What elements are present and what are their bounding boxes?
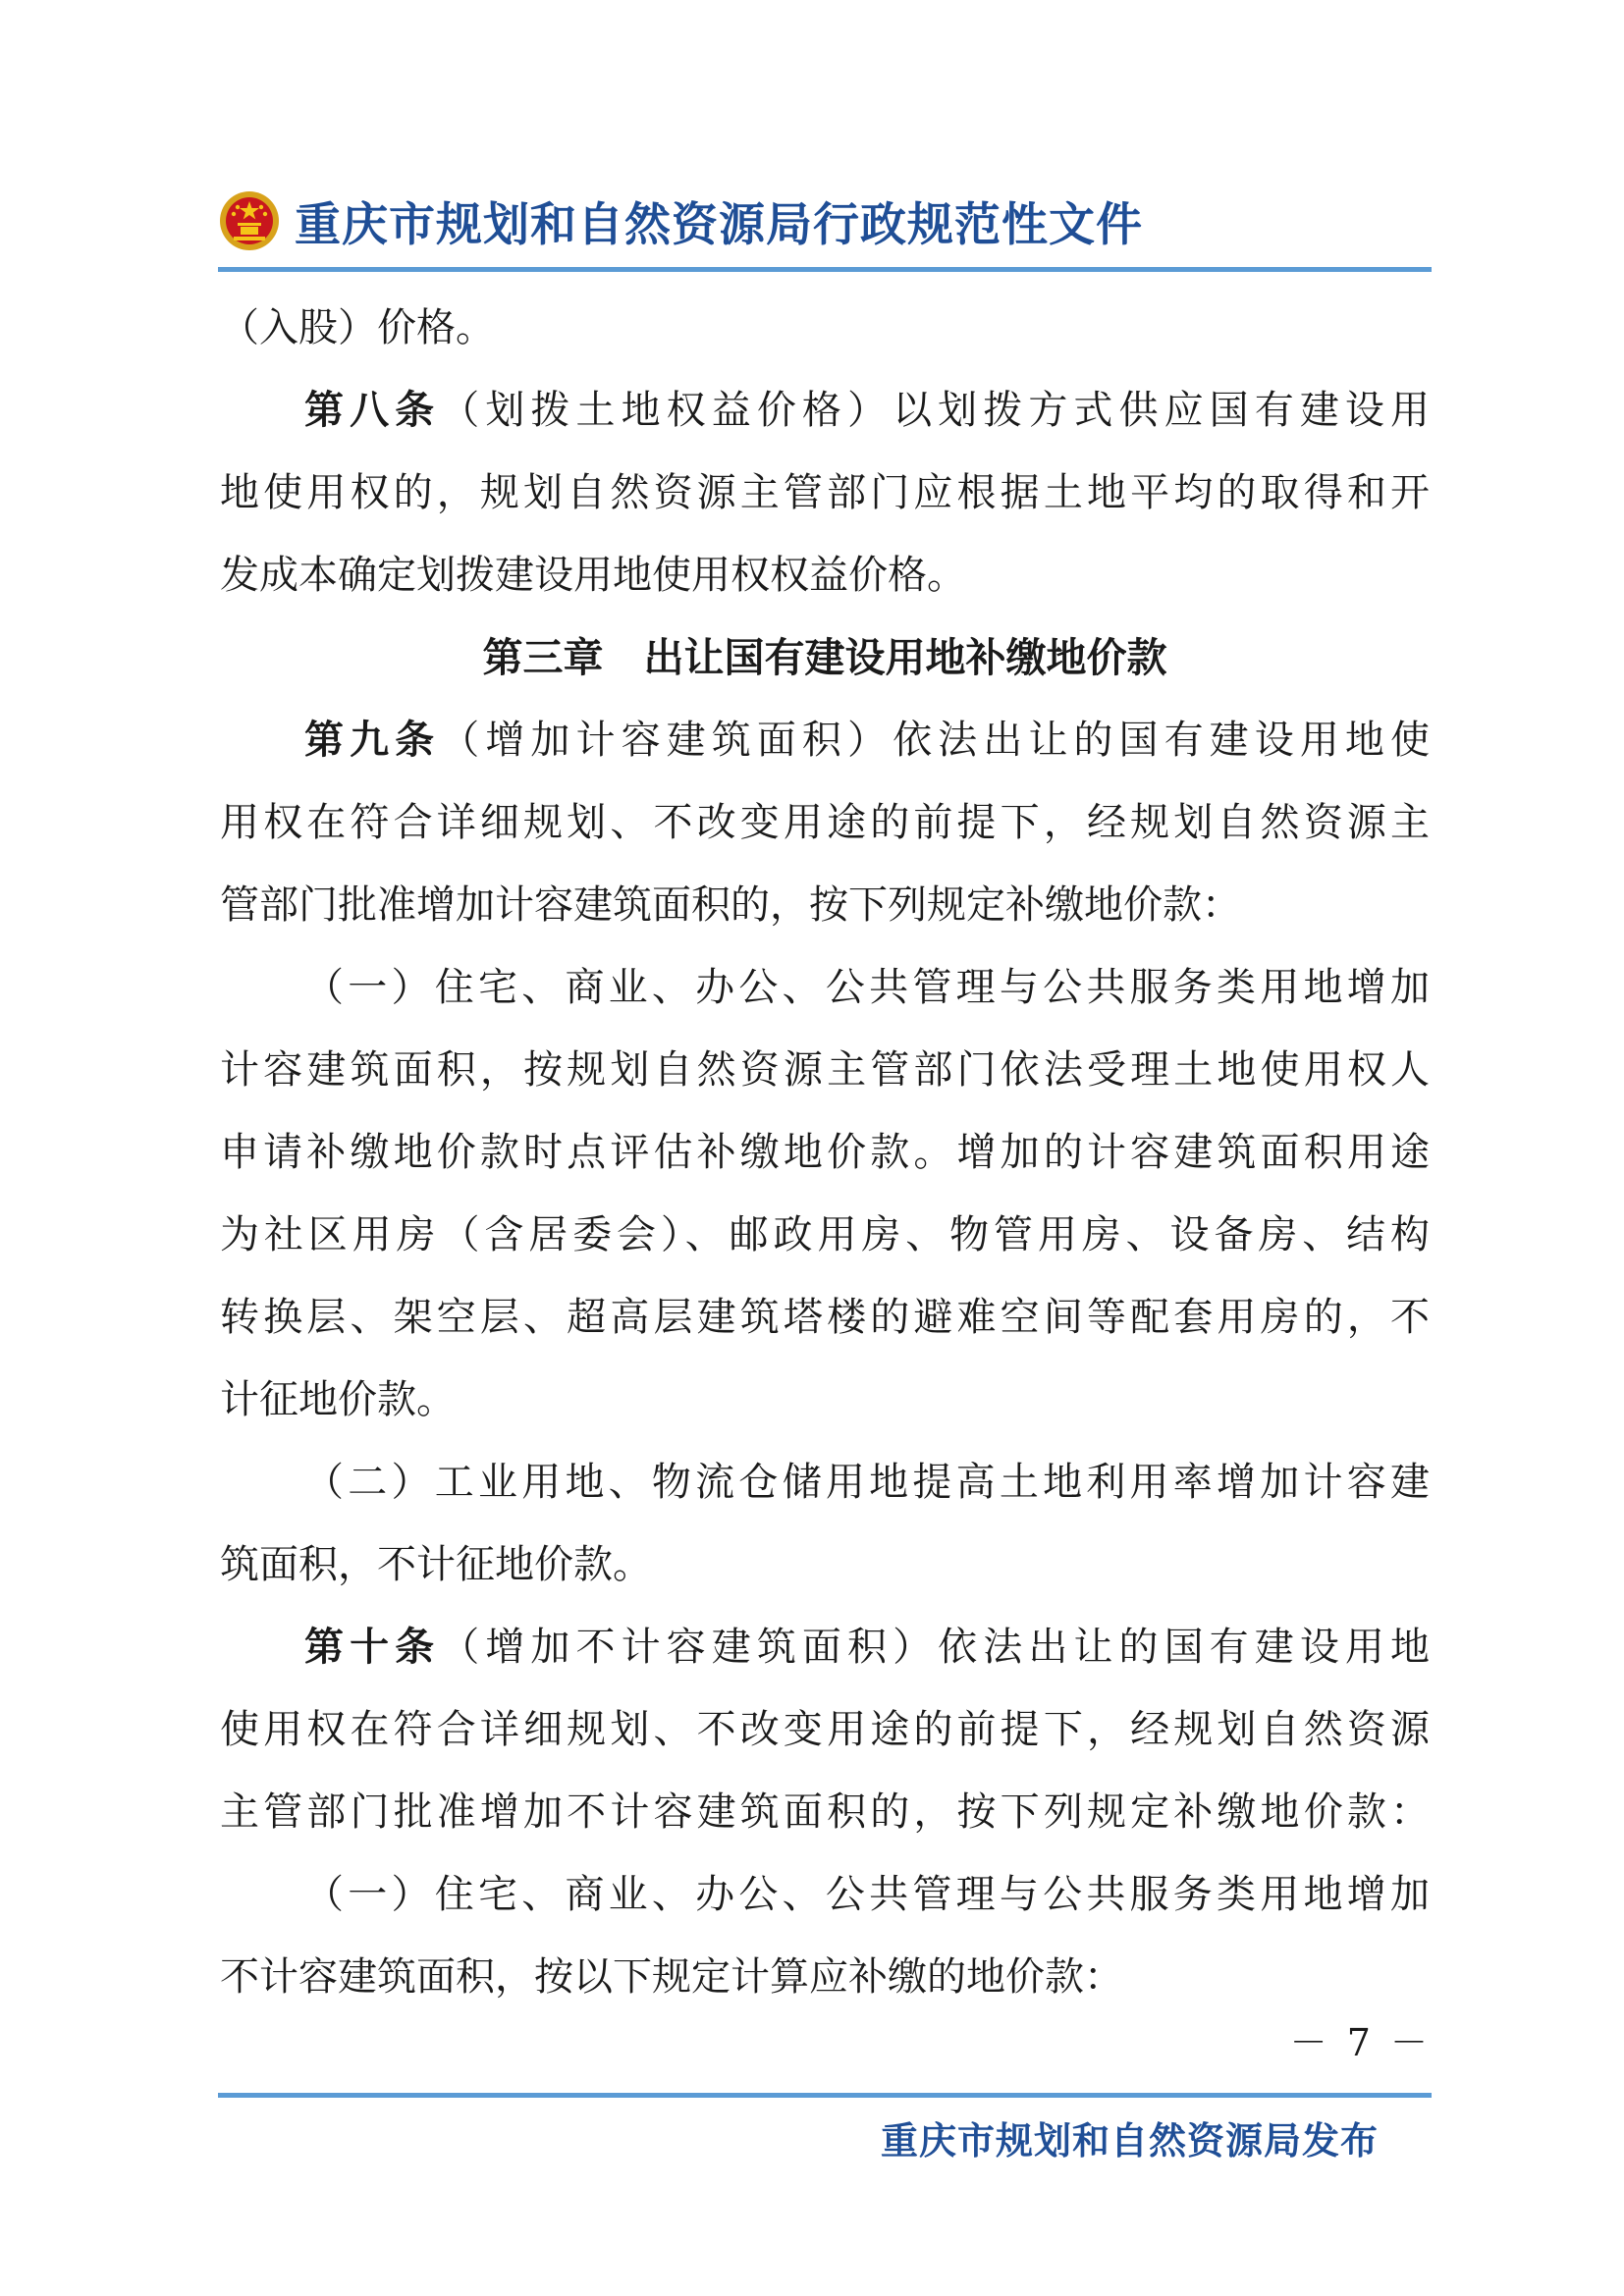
text-line: 筑面积，不计征地价款。: [220, 1542, 652, 1587]
text-line: 发成本确定划拨建设用地使用权权益价格。: [220, 553, 966, 598]
header-rule: [218, 267, 1432, 272]
text-line: （二）工业用地、物流仓储用地提高土地利用率增加计容建: [304, 1460, 1430, 1505]
page-number: － 7 －: [1289, 2021, 1432, 2064]
article-label: 第九条: [304, 718, 441, 763]
text-line: 管部门批准增加计容建筑面积的，按下列规定补缴地价款：: [220, 882, 1241, 928]
national-emblem-icon: [218, 189, 281, 252]
text-line: （划拨土地权益价格）以划拨方式供应国有建设用: [440, 388, 1430, 433]
text-line: （一）住宅、商业、办公、公共管理与公共服务类用地增加: [304, 1872, 1430, 1917]
header-title: 重庆市规划和自然资源局行政规范性文件: [295, 197, 1143, 252]
text-line: （增加计容建筑面积）依法出让的国有建设用地使: [440, 718, 1430, 763]
footer-publisher: 重庆市规划和自然资源局发布: [880, 2119, 1379, 2163]
article-label: 第十条: [304, 1625, 441, 1670]
text-line: 使用权在符合详细规划、不改变用途的前提下，经规划自然资源: [220, 1707, 1430, 1752]
text-line: 用权在符合详细规划、不改变用途的前提下，经规划自然资源主: [220, 800, 1430, 845]
text-line: 地使用权的，规划自然资源主管部门应根据土地平均的取得和开: [220, 470, 1430, 515]
document-header: [218, 187, 1143, 255]
text-line: 申请补缴地价款时点评估补缴地价款。增加的计容建筑面积用途: [220, 1130, 1430, 1175]
article-label: 第八条: [304, 388, 441, 433]
article-9: [220, 699, 1430, 781]
text-line: 主管部门批准增加不计容建筑面积的，按下列规定补缴地价款：: [220, 1789, 1430, 1835]
text-line: 转换层、架空层、超高层建筑塔楼的避难空间等配套用房的，不: [220, 1295, 1430, 1340]
text-line: （一）住宅、商业、办公、公共管理与公共服务类用地增加: [304, 965, 1430, 1010]
text-line: 计容建筑面积，按规划自然资源主管部门依法受理土地使用权人: [220, 1047, 1430, 1093]
text-line: 不计容建筑面积，按以下规定计算应补缴的地价款：: [220, 1954, 1123, 2000]
chapter-heading: 第三章 出让国有建设用地补缴地价款: [482, 634, 1167, 681]
footer-rule: [218, 2093, 1432, 2098]
text-line: 计征地价款。: [220, 1377, 456, 1422]
document-body: [220, 287, 1430, 2018]
article-8: [220, 369, 1430, 452]
text-line: （增加不计容建筑面积）依法出让的国有建设用地: [440, 1625, 1430, 1670]
text-line: 为社区用房（含居委会）、邮政用房、物管用房、设备房、结构: [220, 1212, 1430, 1257]
article-10: [220, 1606, 1430, 1688]
text-line: （入股）价格。: [220, 305, 495, 350]
